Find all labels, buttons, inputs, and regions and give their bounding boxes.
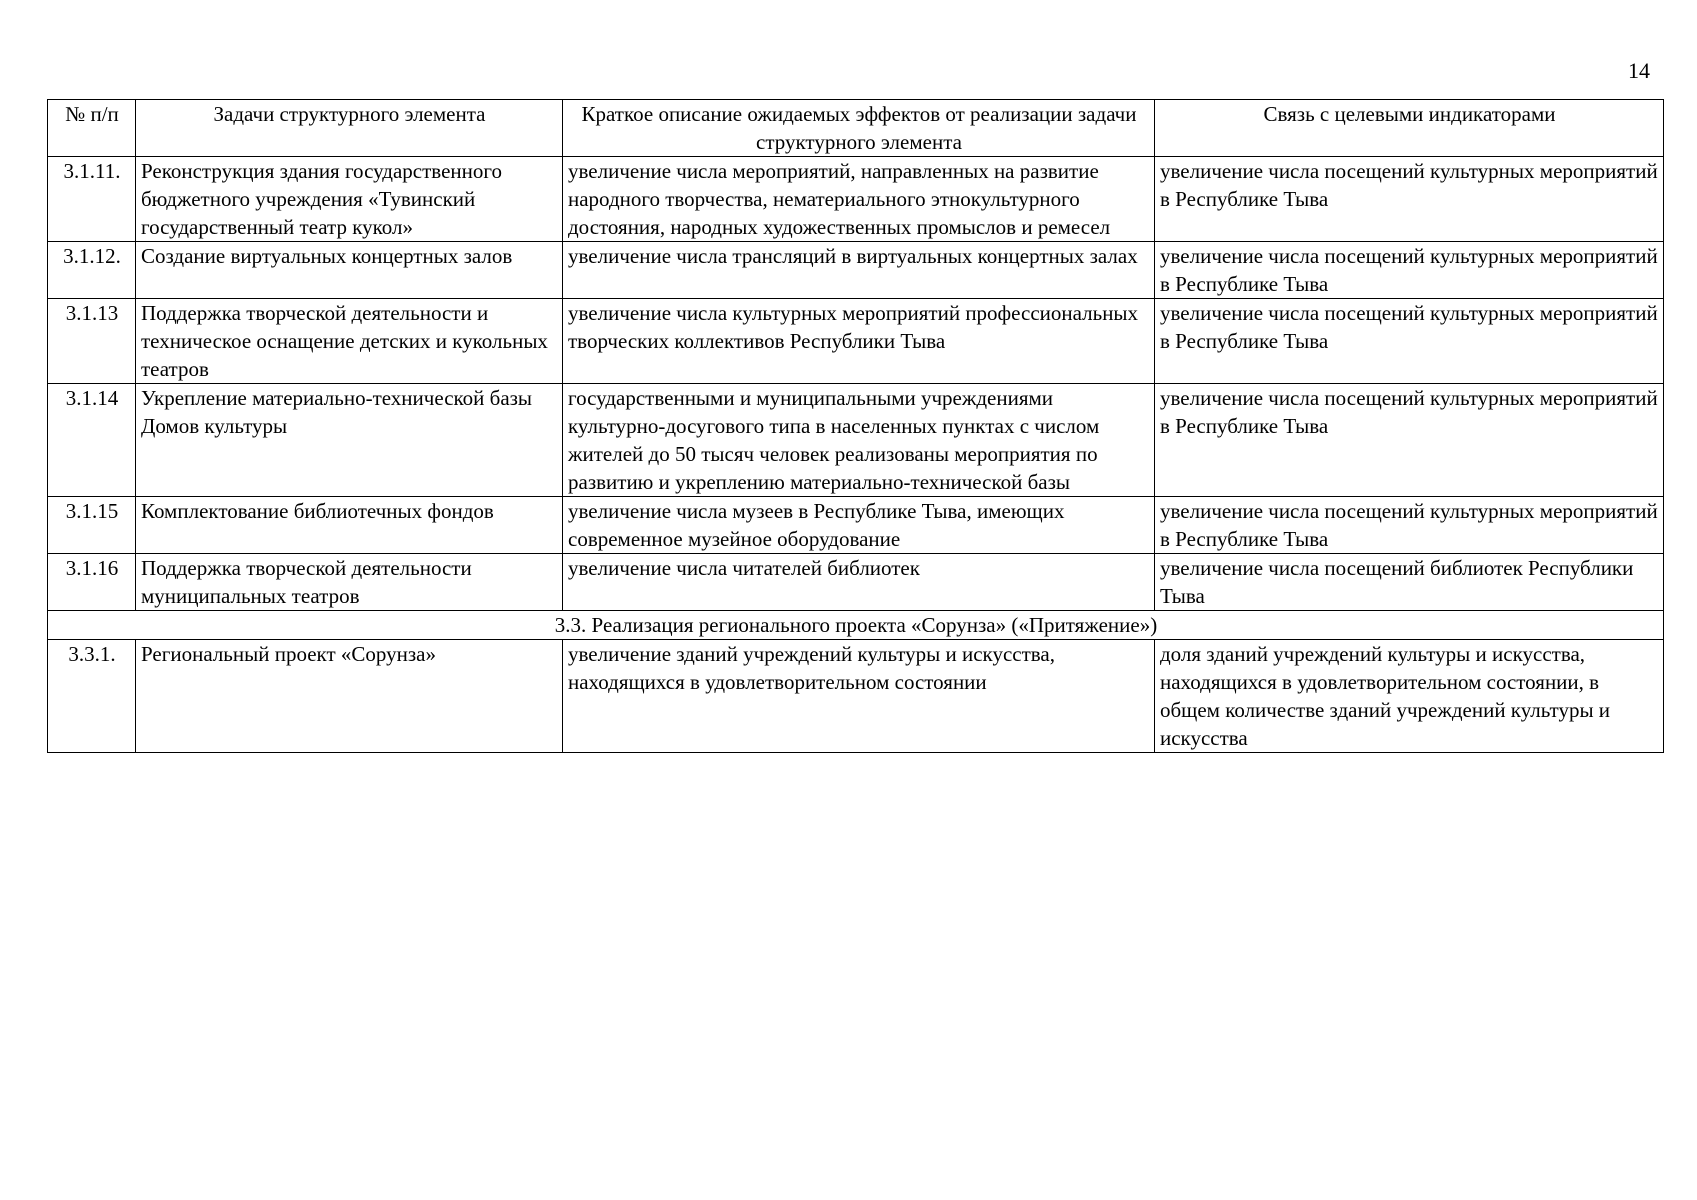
row-effect: увеличение числа читателей библиотек xyxy=(563,554,1155,611)
table-row xyxy=(48,554,1664,611)
table-row xyxy=(48,242,1664,299)
row-task: Создание виртуальных концертных залов xyxy=(136,242,563,299)
row-task: Региональный проект «Сорунза» xyxy=(136,640,563,753)
row-effect: увеличение числа культурных мероприятий профессиональных творческих коллективов Республики Тыва xyxy=(563,299,1155,384)
table-row xyxy=(48,157,1664,242)
header-indicator-link: Связь с целевыми индикаторами xyxy=(1155,100,1664,157)
row-task: Поддержка творческой деятельности муниципальных театров xyxy=(136,554,563,611)
row-indicator-link: увеличение числа посещений библиотек Республики Тыва xyxy=(1155,554,1664,611)
page-number: 14 xyxy=(1628,58,1650,83)
row-task: Поддержка творческой деятельности и техническое оснащение детских и кукольных театров xyxy=(136,299,563,384)
row-effect: увеличение числа мероприятий, направленных на развитие народного творчества, нематериального этнокультурного достояния, народных художественных промыслов и ремесел xyxy=(563,157,1155,242)
table-row xyxy=(48,384,1664,497)
header-effect: Краткое описание ожидаемых эффектов от реализации задачи структурного элемента xyxy=(563,100,1155,157)
table-row xyxy=(48,497,1664,554)
row-effect: увеличение зданий учреждений культуры и искусства, находящихся в удовлетворительном состоянии xyxy=(563,640,1155,753)
row-task: Реконструкция здания государственного бюджетного учреждения «Тувинский государственный театр кукол» xyxy=(136,157,563,242)
row-task: Укрепление материально-технической базы Домов культуры xyxy=(136,384,563,497)
row-number: 3.1.15 xyxy=(48,497,136,554)
row-number: 3.1.13 xyxy=(48,299,136,384)
row-number: 3.3.1. xyxy=(48,640,136,753)
section-title: 3.3. Реализация регионального проекта «Сорунза» («Притяжение») xyxy=(48,611,1664,640)
row-effect: увеличение числа музеев в Республике Тыва, имеющих современное музейное оборудование xyxy=(563,497,1155,554)
header-task: Задачи структурного элемента xyxy=(136,100,563,157)
table-header-row xyxy=(48,100,1664,157)
row-number: 3.1.11. xyxy=(48,157,136,242)
row-indicator-link: увеличение числа посещений культурных мероприятий в Республике Тыва xyxy=(1155,497,1664,554)
section-row xyxy=(48,611,1664,640)
row-number: 3.1.14 xyxy=(48,384,136,497)
row-indicator-link: увеличение числа посещений культурных мероприятий в Республике Тыва xyxy=(1155,157,1664,242)
row-number: 3.1.12. xyxy=(48,242,136,299)
tasks-table xyxy=(47,99,1664,753)
row-task: Комплектование библиотечных фондов xyxy=(136,497,563,554)
table-row xyxy=(48,299,1664,384)
row-effect: увеличение числа трансляций в виртуальных концертных залах xyxy=(563,242,1155,299)
table-row xyxy=(48,640,1664,753)
row-effect: государственными и муниципальными учреждениями культурно-досугового типа в населенных пунктах с числом жителей до 50 тысяч человек реализованы мероприятия по развитию и укреплению материально-технической базы xyxy=(563,384,1155,497)
row-indicator-link: доля зданий учреждений культуры и искусства, находящихся в удовлетворительном состоянии, в общем количестве зданий учреждений культуры и искусства xyxy=(1155,640,1664,753)
row-indicator-link: увеличение числа посещений культурных мероприятий в Республике Тыва xyxy=(1155,384,1664,497)
row-indicator-link: увеличение числа посещений культурных мероприятий в Республике Тыва xyxy=(1155,242,1664,299)
row-indicator-link: увеличение числа посещений культурных мероприятий в Республике Тыва xyxy=(1155,299,1664,384)
row-number: 3.1.16 xyxy=(48,554,136,611)
header-number: № п/п xyxy=(48,100,136,157)
